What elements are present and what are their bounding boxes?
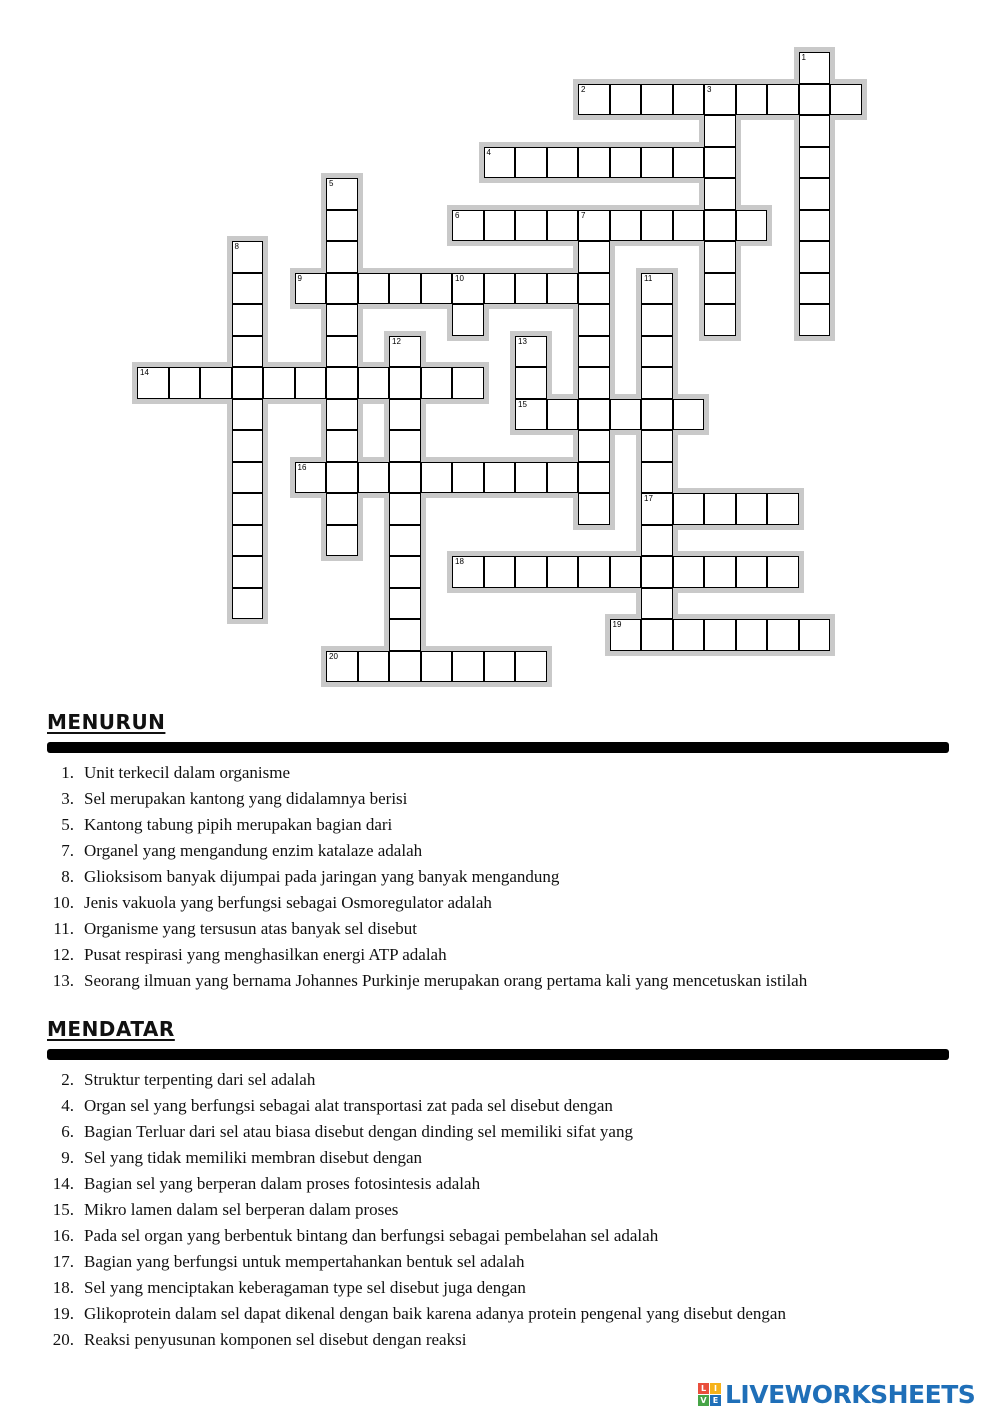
crossword-cell[interactable] <box>232 241 264 273</box>
down-divider <box>47 742 949 753</box>
crossword-cell[interactable] <box>704 84 736 116</box>
crossword-cell-number: 4 <box>486 147 491 157</box>
crossword-cell[interactable] <box>578 556 610 588</box>
clue-text: Bagian yang berfungsi untuk mempertahankan bentuk sel adalah <box>84 1252 525 1271</box>
clue-text: Seorang ilmuan yang bernama Johannes Purkinje merupakan orang pertama kali yang mencetuskan istilah <box>84 971 808 990</box>
crossword-cell[interactable] <box>704 210 736 242</box>
crossword-cell-number: 7 <box>581 210 586 220</box>
crossword-cell[interactable] <box>641 273 673 305</box>
crossword-cell[interactable] <box>578 430 610 462</box>
crossword-cell[interactable] <box>515 556 547 588</box>
clue-text: Reaksi penyusunan komponen sel disebut dengan reaksi <box>84 1330 467 1349</box>
crossword-cell[interactable] <box>578 336 610 368</box>
across-divider <box>47 1049 949 1060</box>
crossword-cell[interactable] <box>295 273 327 305</box>
crossword-cell[interactable] <box>389 336 421 368</box>
crossword-cell[interactable] <box>610 210 642 242</box>
crossword-cell[interactable] <box>673 399 705 431</box>
crossword-cell[interactable] <box>263 367 295 399</box>
crossword-cell[interactable] <box>547 556 579 588</box>
crossword-cell[interactable] <box>389 462 421 494</box>
clue-number: 5. <box>61 815 74 834</box>
crossword-cell[interactable] <box>799 273 831 305</box>
down-heading: MENURUN <box>47 710 166 734</box>
clue-number: 18. <box>52 1278 74 1297</box>
clue-text: Sel merupakan kantong yang didalamnya berisi <box>84 789 408 808</box>
crossword-cell-number: 18 <box>455 557 464 566</box>
crossword-cell[interactable] <box>515 210 547 242</box>
crossword-cell[interactable] <box>421 273 453 305</box>
crossword-cell[interactable] <box>704 493 736 525</box>
crossword-cell[interactable] <box>169 367 201 399</box>
crossword-cell[interactable] <box>704 556 736 588</box>
crossword-cell[interactable] <box>389 556 421 588</box>
crossword-cell[interactable] <box>578 367 610 399</box>
clue-text: Glikoprotein dalam sel dapat dikenal dengan baik karena adanya protein pengenal yang disebut dengan <box>84 1304 786 1323</box>
crossword-cell[interactable] <box>578 241 610 273</box>
crossword-cell-number: 11 <box>644 273 653 283</box>
crossword-cell[interactable] <box>610 556 642 588</box>
crossword-cell[interactable] <box>641 210 673 242</box>
crossword-cell[interactable] <box>610 399 642 431</box>
crossword-cell[interactable] <box>547 210 579 242</box>
clue-number: 17. <box>52 1252 74 1271</box>
crossword-cell[interactable] <box>799 241 831 273</box>
crossword-cell[interactable] <box>515 273 547 305</box>
crossword-cell[interactable] <box>799 147 831 179</box>
crossword-cell[interactable] <box>704 178 736 210</box>
crossword-cell[interactable] <box>767 556 799 588</box>
crossword-cell[interactable] <box>200 367 232 399</box>
liveworksheets-logo-text: LIVEWORKSHEETS <box>725 1379 976 1409</box>
clue-text: Organ sel yang berfungsi sebagai alat transportasi zat pada sel disebut dengan <box>84 1096 613 1115</box>
clue-text: Unit terkecil dalam organisme <box>84 763 290 782</box>
crossword-cell[interactable] <box>326 241 358 273</box>
crossword-cell[interactable] <box>421 367 453 399</box>
crossword-cell[interactable] <box>295 462 327 494</box>
crossword-cell[interactable] <box>484 462 516 494</box>
crossword-cell-number: 16 <box>297 462 307 472</box>
crossword-cell[interactable] <box>421 462 453 494</box>
clue-text: Organel yang mengandung enzim katalaze adalah <box>84 841 423 860</box>
crossword-cell[interactable] <box>515 367 547 399</box>
crossword-cell[interactable] <box>641 462 673 494</box>
crossword-cell[interactable] <box>736 84 768 116</box>
crossword-cell[interactable] <box>358 651 390 683</box>
crossword-cell[interactable] <box>704 147 736 179</box>
clue-text: Sel yang tidak memiliki membran disebut dengan <box>84 1148 423 1167</box>
clue-number: 14. <box>52 1174 74 1193</box>
crossword-cell[interactable] <box>326 210 358 242</box>
crossword-cell[interactable] <box>736 556 768 588</box>
clue-text: Mikro lamen dalam sel berperan dalam proses <box>84 1200 399 1219</box>
crossword-cell[interactable] <box>389 399 421 431</box>
crossword-cell[interactable] <box>610 147 642 179</box>
crossword-cell[interactable] <box>326 336 358 368</box>
crossword-cell[interactable] <box>232 430 264 462</box>
logo-letter-tile: V <box>698 1395 709 1406</box>
crossword-cell[interactable] <box>326 367 358 399</box>
crossword-cell[interactable] <box>452 462 484 494</box>
crossword-cell[interactable] <box>452 304 484 336</box>
crossword-cell[interactable] <box>610 84 642 116</box>
crossword-cell[interactable] <box>641 430 673 462</box>
crossword-cell[interactable] <box>799 210 831 242</box>
crossword-cell[interactable] <box>421 651 453 683</box>
crossword-cell[interactable] <box>358 367 390 399</box>
crossword-cell[interactable] <box>673 493 705 525</box>
crossword-cell-number: 2 <box>581 84 586 94</box>
crossword-cell[interactable] <box>326 399 358 431</box>
clue-number: 20. <box>52 1330 74 1349</box>
crossword-cell[interactable] <box>326 493 358 525</box>
crossword-cell[interactable] <box>326 651 358 683</box>
clue-number: 19. <box>52 1304 74 1323</box>
crossword-cell[interactable] <box>326 178 358 210</box>
clue-number: 6. <box>61 1122 74 1141</box>
crossword-cell[interactable] <box>673 84 705 116</box>
crossword-cell[interactable] <box>704 273 736 305</box>
crossword-cell-number: 20 <box>329 651 338 661</box>
clue-number: 7. <box>61 841 74 860</box>
crossword-cell[interactable] <box>232 493 264 525</box>
clue-text: Organisme yang tersusun atas banyak sel disebut <box>84 919 418 938</box>
crossword-cell[interactable] <box>547 462 579 494</box>
clue-number: 15. <box>52 1200 74 1219</box>
crossword-cell[interactable] <box>641 588 673 620</box>
crossword-cell-number: 6 <box>455 210 460 220</box>
crossword-cell[interactable] <box>736 493 768 525</box>
crossword-cell[interactable] <box>641 493 673 525</box>
crossword-cell[interactable] <box>452 651 484 683</box>
crossword-cell[interactable] <box>326 430 358 462</box>
crossword-cell[interactable] <box>515 399 547 431</box>
crossword-cell[interactable] <box>358 273 390 305</box>
crossword-cell[interactable] <box>799 52 831 84</box>
crossword-cell[interactable] <box>389 430 421 462</box>
crossword-cell[interactable] <box>641 147 673 179</box>
crossword-cell-number: 1 <box>801 53 806 62</box>
crossword-cell-number: 13 <box>518 336 527 346</box>
crossword-cell[interactable] <box>389 273 421 305</box>
crossword-cell[interactable] <box>452 210 484 242</box>
crossword-cell[interactable] <box>799 115 831 147</box>
crossword-cell[interactable] <box>578 493 610 525</box>
crossword-cell[interactable] <box>610 619 642 651</box>
crossword-cell-number: 3 <box>707 84 712 94</box>
crossword-cell-number: 5 <box>329 179 334 188</box>
clue-text: Bagian sel yang berperan dalam proses fotosintesis adalah <box>84 1174 481 1193</box>
crossword-cell[interactable] <box>232 273 264 305</box>
crossword-cell[interactable] <box>704 241 736 273</box>
crossword-cell[interactable] <box>767 619 799 651</box>
crossword-cell[interactable] <box>673 147 705 179</box>
crossword-cell[interactable] <box>232 588 264 620</box>
crossword-cell[interactable] <box>641 336 673 368</box>
crossword-cell[interactable] <box>641 399 673 431</box>
clue-number: 16. <box>52 1226 74 1245</box>
clue-text: Sel yang menciptakan keberagaman type sel disebut juga dengan <box>84 1278 526 1297</box>
crossword-cell-number: 10 <box>455 273 464 283</box>
crossword-cell[interactable] <box>484 147 516 179</box>
crossword-cell[interactable] <box>232 367 264 399</box>
crossword-cell[interactable] <box>578 462 610 494</box>
crossword-grid <box>0 0 1000 700</box>
crossword-cell[interactable] <box>326 462 358 494</box>
logo-letter-tile: I <box>710 1383 721 1394</box>
crossword-cell[interactable] <box>641 525 673 557</box>
clue-number: 2. <box>61 1070 74 1089</box>
crossword-cell[interactable] <box>389 619 421 651</box>
crossword-cell[interactable] <box>389 493 421 525</box>
crossword-cell[interactable] <box>736 619 768 651</box>
crossword-cell-number: 17 <box>644 494 653 503</box>
logo-letter-tile: E <box>710 1395 721 1406</box>
crossword-cell[interactable] <box>515 462 547 494</box>
crossword-cell[interactable] <box>641 304 673 336</box>
clue-text: Pada sel organ yang berbentuk bintang dan berfungsi sebagai pembelahan sel adalah <box>84 1226 659 1245</box>
clue-text: Glioksisom banyak dijumpai pada jaringan yang banyak mengandung <box>84 867 560 886</box>
clue-text: Kantong tabung pipih merupakan bagian dari <box>84 815 393 834</box>
crossword-cell[interactable] <box>641 367 673 399</box>
crossword-cell[interactable] <box>484 651 516 683</box>
crossword-cell[interactable] <box>641 619 673 651</box>
crossword-cell[interactable] <box>578 84 610 116</box>
crossword-cell[interactable] <box>452 556 484 588</box>
clue-number: 10. <box>52 893 74 912</box>
crossword-cell[interactable] <box>452 367 484 399</box>
crossword-cell[interactable] <box>389 651 421 683</box>
crossword-cell[interactable] <box>641 84 673 116</box>
clue-text: Pusat respirasi yang menghasilkan energi ATP adalah <box>84 945 447 964</box>
clue-number: 8. <box>61 867 74 886</box>
crossword-cell[interactable] <box>137 367 169 399</box>
crossword-cell[interactable] <box>799 619 831 651</box>
crossword-cell-number: 9 <box>297 273 302 283</box>
crossword-cell[interactable] <box>232 304 264 336</box>
crossword-cell[interactable] <box>515 147 547 179</box>
clue-number: 13. <box>52 971 74 990</box>
crossword-cell[interactable] <box>704 619 736 651</box>
crossword-cell[interactable] <box>389 367 421 399</box>
crossword-cell[interactable] <box>704 115 736 147</box>
crossword-cell[interactable] <box>515 651 547 683</box>
crossword-cell-number: 15 <box>518 399 527 409</box>
crossword-cell[interactable] <box>799 84 831 116</box>
crossword-cell[interactable] <box>358 462 390 494</box>
liveworksheets-logo-icon <box>698 1383 721 1406</box>
crossword-cell[interactable] <box>232 462 264 494</box>
crossword-cell[interactable] <box>295 367 327 399</box>
clue-number: 1. <box>61 763 74 782</box>
crossword-cell[interactable] <box>578 304 610 336</box>
crossword-cell-number: 19 <box>612 620 622 629</box>
crossword-cell[interactable] <box>736 210 768 242</box>
clue-number: 12. <box>52 945 74 964</box>
crossword-cell[interactable] <box>326 304 358 336</box>
crossword-cell[interactable] <box>578 210 610 242</box>
crossword-cell[interactable] <box>232 556 264 588</box>
crossword-cell[interactable] <box>232 399 264 431</box>
crossword-cell[interactable] <box>673 619 705 651</box>
crossword-cell[interactable] <box>232 525 264 557</box>
crossword-cell[interactable] <box>547 399 579 431</box>
clue-number: 9. <box>61 1148 74 1167</box>
crossword-cell[interactable] <box>484 556 516 588</box>
crossword-cell[interactable] <box>326 273 358 305</box>
crossword-cell[interactable] <box>830 84 862 116</box>
crossword-cell[interactable] <box>578 147 610 179</box>
clue-number: 3. <box>61 789 74 808</box>
clue-text: Jenis vakuola yang berfungsi sebagai Osmoregulator adalah <box>84 893 492 912</box>
crossword-cell[interactable] <box>767 493 799 525</box>
crossword-cell[interactable] <box>484 210 516 242</box>
clue-number: 11. <box>53 919 74 938</box>
crossword-cell[interactable] <box>578 399 610 431</box>
crossword-cell[interactable] <box>389 525 421 557</box>
crossword-cell[interactable] <box>547 147 579 179</box>
crossword-cell[interactable] <box>515 336 547 368</box>
across-heading: MENDATAR <box>47 1017 175 1041</box>
crossword-cell[interactable] <box>799 178 831 210</box>
crossword-cell[interactable] <box>578 273 610 305</box>
clue-text: Bagian Terluar dari sel atau biasa disebut dengan dinding sel memiliki sifat yang <box>84 1122 633 1141</box>
crossword-cell[interactable] <box>484 273 516 305</box>
crossword-cell[interactable] <box>704 304 736 336</box>
crossword-cell[interactable] <box>547 273 579 305</box>
crossword-cell[interactable] <box>799 304 831 336</box>
crossword-cell[interactable] <box>641 556 673 588</box>
crossword-cell[interactable] <box>232 336 264 368</box>
crossword-cell[interactable] <box>389 588 421 620</box>
crossword-cell[interactable] <box>673 210 705 242</box>
crossword-cell-number: 8 <box>234 242 239 251</box>
clue-number: 4. <box>61 1096 74 1115</box>
crossword-cell-number: 12 <box>392 336 401 346</box>
crossword-cell[interactable] <box>673 556 705 588</box>
crossword-cell[interactable] <box>452 273 484 305</box>
crossword-cell[interactable] <box>767 84 799 116</box>
liveworksheets-logo <box>698 1378 975 1410</box>
logo-letter-tile: L <box>698 1383 709 1394</box>
clue-text: Struktur terpenting dari sel adalah <box>84 1070 316 1089</box>
crossword-cell-number: 14 <box>140 368 149 377</box>
crossword-cell[interactable] <box>326 525 358 557</box>
